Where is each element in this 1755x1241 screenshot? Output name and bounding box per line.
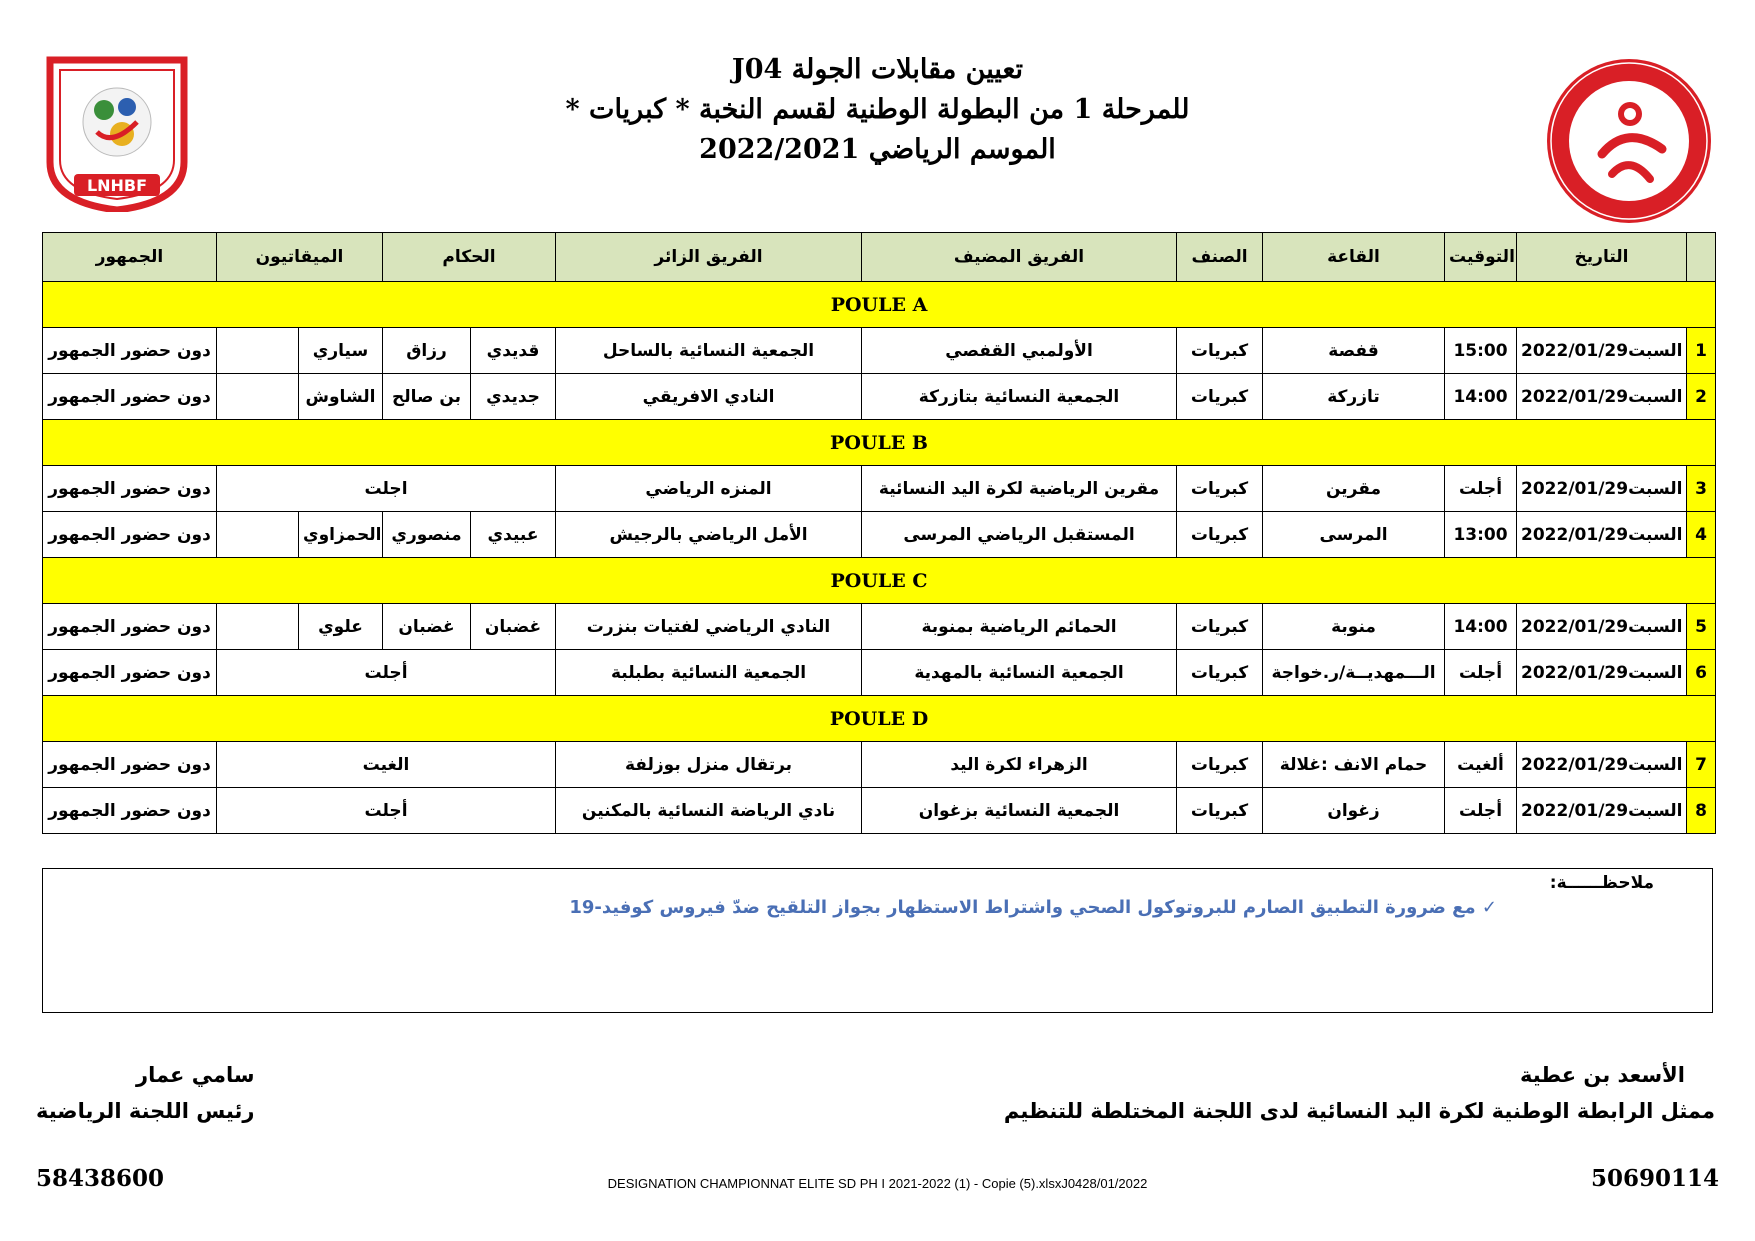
right-signature — [1004, 1057, 1715, 1129]
home-team-cell: المستقبل الرياضي المرسى — [862, 512, 1177, 558]
time-cell: أجلت — [1445, 466, 1517, 512]
referee2-cell: منصوري — [383, 512, 471, 558]
hall-cell: الـــمهديــة/ر.خواجة — [1263, 650, 1445, 696]
table-row — [43, 512, 1716, 558]
hall-cell: زغوان — [1263, 788, 1445, 834]
date-cell: السبت2022/01/29 — [1517, 650, 1687, 696]
header-category: الصنف — [1177, 233, 1263, 282]
away-team-cell: الأمل الرياضي بالرجيش — [556, 512, 862, 558]
right-signatory-title: ممثل الرابطة الوطنية لكرة اليد النسائية لدى اللجنة المختلطة للتنظيم — [1003, 1099, 1715, 1123]
hall-cell: تازركة — [1263, 374, 1445, 420]
category-cell: كبريات — [1177, 374, 1263, 420]
poule-row — [43, 282, 1716, 328]
away-team-cell: النادي الافريقي — [556, 374, 862, 420]
poule-row — [43, 558, 1716, 604]
header-home: الفريق المضيف — [862, 233, 1177, 282]
check-icon: ✓ — [1481, 897, 1497, 918]
category-cell: كبريات — [1177, 328, 1263, 374]
match-number-cell: 5 — [1687, 604, 1716, 650]
poule-label: POULE A — [43, 282, 1716, 328]
audience-cell: دون حضور الجمهور — [43, 466, 217, 512]
header-hall: القاعة — [1263, 233, 1445, 282]
officials-status-cell: أجلت — [217, 788, 556, 834]
category-cell: كبريات — [1177, 604, 1263, 650]
match-number-cell: 1 — [1687, 328, 1716, 374]
schedule-table — [42, 232, 1716, 834]
title-line-3: الموسم الرياضي 2022/2021 — [699, 134, 1056, 165]
poule-row — [43, 696, 1716, 742]
category-cell: كبريات — [1177, 742, 1263, 788]
home-team-cell: الجمعية النسائية بتازركة — [862, 374, 1177, 420]
table-header-row — [43, 233, 1716, 282]
header-audience: الجمهور — [43, 233, 217, 282]
time-cell: 14:00 — [1445, 374, 1517, 420]
date-cell: السبت2022/01/29 — [1517, 788, 1687, 834]
home-team-cell: الأولمبي القفصي — [862, 328, 1177, 374]
poule-row — [43, 420, 1716, 466]
poule-label: POULE B — [43, 420, 1716, 466]
home-team-cell: الجمعية النسائية بالمهدية — [862, 650, 1177, 696]
referee2-cell: غضبان — [383, 604, 471, 650]
table-row — [43, 328, 1716, 374]
away-team-cell: المنزه الرياضي — [556, 466, 862, 512]
note-text: مع ضرورة التطبيق الصارم للبروتوكول الصحي واشتراط الاستظهار بجواز التلقيح ضدّ فيروس كوفيد-19 — [569, 897, 1476, 918]
match-number-cell: 4 — [1687, 512, 1716, 558]
home-team-cell: الجمعية النسائية بزغوان — [862, 788, 1177, 834]
left-signature — [36, 1057, 254, 1129]
right-signatory-name: الأسعد بن عطية — [1520, 1063, 1685, 1087]
audience-cell: دون حضور الجمهور — [43, 512, 217, 558]
header-away: الفريق الزائر — [556, 233, 862, 282]
match-number-cell: 2 — [1687, 374, 1716, 420]
header-time: التوقيت — [1445, 233, 1517, 282]
hall-cell: حمام الانف :غلالة — [1263, 742, 1445, 788]
referee1-cell: غضبان — [471, 604, 556, 650]
table-row — [43, 466, 1716, 512]
audience-cell: دون حضور الجمهور — [43, 328, 217, 374]
away-team-cell: الجمعية النسائية بطبلبة — [556, 650, 862, 696]
audience-cell: دون حضور الجمهور — [43, 742, 217, 788]
header-date: التاريخ — [1517, 233, 1687, 282]
home-team-cell: الحمائم الرياضية بمنوبة — [862, 604, 1177, 650]
hall-cell: المرسى — [1263, 512, 1445, 558]
table-row — [43, 650, 1716, 696]
category-cell: كبريات — [1177, 788, 1263, 834]
timekeeper-cell: الشاوش — [299, 374, 383, 420]
poule-label: POULE C — [43, 558, 1716, 604]
time-cell: 14:00 — [1445, 604, 1517, 650]
away-team-cell: الجمعية النسائية بالساحل — [556, 328, 862, 374]
officials-status-cell: أجلت — [217, 650, 556, 696]
header-referees: الحكام — [383, 233, 556, 282]
extra-cell — [217, 374, 299, 420]
away-team-cell: برتقال منزل بوزلفة — [556, 742, 862, 788]
date-cell: السبت2022/01/29 — [1517, 604, 1687, 650]
time-cell: 13:00 — [1445, 512, 1517, 558]
left-signatory-title: رئيس اللجنة الرياضية — [36, 1099, 255, 1123]
referee1-cell: عبيدي — [471, 512, 556, 558]
hall-cell: مقرين — [1263, 466, 1445, 512]
title-block — [0, 50, 1755, 170]
category-cell: كبريات — [1177, 466, 1263, 512]
extra-cell — [217, 604, 299, 650]
home-team-cell: الزهراء لكرة اليد — [862, 742, 1177, 788]
time-cell: 15:00 — [1445, 328, 1517, 374]
match-number-cell: 3 — [1687, 466, 1716, 512]
left-signatory-name: سامي عمار — [135, 1063, 255, 1087]
table-row — [43, 604, 1716, 650]
header-num — [1687, 233, 1716, 282]
extra-cell — [217, 512, 299, 558]
away-team-cell: النادي الرياضي لفتيات بنزرت — [556, 604, 862, 650]
lnhbf-logo-text: LNHBF — [86, 176, 148, 195]
hall-cell: قفصة — [1263, 328, 1445, 374]
referee1-cell: جديدي — [471, 374, 556, 420]
table-row — [43, 742, 1716, 788]
officials-status-cell: الغيت — [217, 742, 556, 788]
time-cell: ألغيت — [1445, 742, 1517, 788]
away-team-cell: نادي الرياضة النسائية بالمكنين — [556, 788, 862, 834]
title-line-2: للمرحلة 1 من البطولة الوطنية لقسم النخبة * كبريات * — [565, 94, 1190, 125]
match-number-cell: 6 — [1687, 650, 1716, 696]
audience-cell: دون حضور الجمهور — [43, 788, 217, 834]
match-number-cell: 8 — [1687, 788, 1716, 834]
officials-status-cell: اجلت — [217, 466, 556, 512]
date-cell: السبت2022/01/29 — [1517, 328, 1687, 374]
right-phone: 50690114 — [1590, 1165, 1719, 1192]
header-timekeepers: الميقاتيون — [217, 233, 383, 282]
time-cell: أجلت — [1445, 788, 1517, 834]
title-line-1: تعيين مقابلات الجولة J04 — [731, 54, 1024, 85]
table-row — [43, 788, 1716, 834]
note-box — [42, 868, 1713, 1013]
left-phone: 58438600 — [36, 1165, 165, 1192]
referee2-cell: بن صالح — [383, 374, 471, 420]
referee2-cell: رزاق — [383, 328, 471, 374]
category-cell: كبريات — [1177, 650, 1263, 696]
timekeeper-cell: سياري — [299, 328, 383, 374]
time-cell: أجلت — [1445, 650, 1517, 696]
poule-label: POULE D — [43, 696, 1716, 742]
timekeeper-cell: الحمزاوي — [299, 512, 383, 558]
note-text-line — [569, 897, 1497, 918]
note-label: ملاحظــــــة: — [1549, 873, 1654, 893]
footer-filename: DESIGNATION CHAMPIONNAT ELITE SD PH I 2021-2022 (1) - Copie (5).xlsxJ0428/01/2022 — [607, 1176, 1148, 1191]
home-team-cell: مقرين الرياضية لكرة اليد النسائية — [862, 466, 1177, 512]
audience-cell: دون حضور الجمهور — [43, 374, 217, 420]
audience-cell: دون حضور الجمهور — [43, 650, 217, 696]
extra-cell — [217, 328, 299, 374]
audience-cell: دون حضور الجمهور — [43, 604, 217, 650]
date-cell: السبت2022/01/29 — [1517, 512, 1687, 558]
date-cell: السبت2022/01/29 — [1517, 466, 1687, 512]
date-cell: السبت2022/01/29 — [1517, 742, 1687, 788]
hall-cell: منوبة — [1263, 604, 1445, 650]
match-number-cell: 7 — [1687, 742, 1716, 788]
table-row — [43, 374, 1716, 420]
timekeeper-cell: علوي — [299, 604, 383, 650]
date-cell: السبت2022/01/29 — [1517, 374, 1687, 420]
referee1-cell: قديدي — [471, 328, 556, 374]
category-cell: كبريات — [1177, 512, 1263, 558]
